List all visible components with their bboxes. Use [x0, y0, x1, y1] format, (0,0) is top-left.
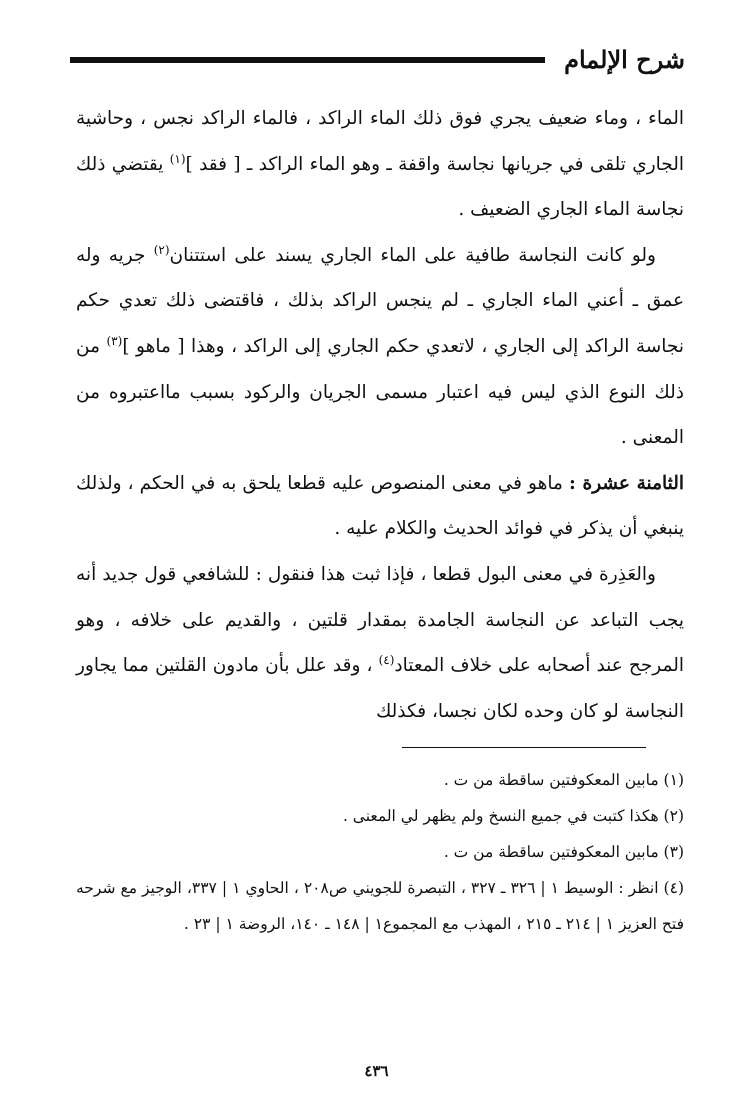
paragraph-4-part-a: والعَذِرة في معنى البول قطعا ، فإذا ثبت هذا فنقول : للشافعي قول جديد أنه يجب التباعد عن النجاسة الجامدة بمقدار قلتين ، والقديم على خلافه ، وهو المرجح عند أصحابه على خلاف المعتاد	[76, 563, 684, 677]
paragraph-3	[76, 461, 684, 552]
paragraph-1-part-a: الماء ، وماء ضعيف يجري فوق ذلك الماء الراكد ، فالماء الراكد نجس ، وحاشية الجاري تلقى في جريانها نجاسة واقفة ـ وهو الماء الراكد ـ [ فقد ]	[76, 108, 685, 175]
footnote-4: (٤) انظر : الوسيط ١ | ٣٢٦ ـ ٣٢٧ ، التبصرة للجويني ص٢٠٨ ، الحاوي ١ | ٣٣٧، الوجيز مع شرحه فتح العزيز ١ | ٢١٤ ـ ٢١٥ ، المهذب مع المجموع١ | ١٤٨ ـ ١٤٠، الروضة ١ | ٢٣ .	[76, 879, 684, 933]
footnote-ref-1: (١)	[169, 151, 186, 166]
paragraph-2-part-a: ولو كانت النجاسة طافية على الماء الجاري يسند على استتنان	[169, 244, 656, 266]
main-text	[76, 96, 684, 734]
header-rule	[70, 57, 545, 63]
page-number: ٤٣٦	[364, 1062, 389, 1080]
running-header	[70, 40, 685, 80]
paragraph-2-part-b: جريه وله عمق ـ أعني الماء الجاري ـ لم ينجس الراكد بذلك ، فاقتضى ذلك تعدي حكم نجاسة الراكد إلى الجاري ، لاتعدي حكم الجاري إلى الراكد ، وهذا [ ماهو ]	[76, 244, 685, 357]
paragraph-1	[76, 96, 684, 233]
footnote-ref-4: (٤)	[378, 652, 395, 667]
paragraph-1-part-b: يقتضي ذلك نجاسة الماء الجاري الضعيف .	[76, 153, 684, 221]
paragraph-4-part-b: ، وقد علل بأن مادون القلتين مما يجاور النجاسة لو كان وحده لكان نجسا، فكذلك	[76, 655, 684, 722]
paragraph-4	[76, 552, 684, 734]
paragraph-2	[76, 233, 684, 461]
running-header-title: شرح الإلمام	[564, 45, 685, 74]
footnotes	[76, 762, 684, 942]
footnote-ref-2: (٢)	[153, 242, 170, 257]
paragraph-3-text: ماهو في معنى المنصوص عليه قطعا يلحق به في الحكم ، ولذلك ينبغي أن يذكر في فوائد الحديث والكلام عليه .	[76, 472, 684, 540]
footnote-3: (٣) مابين المعكوفتين ساقطة من ت .	[443, 843, 684, 861]
paragraph-2-part-c: من ذلك النوع الذي ليس فيه اعتبار مسمى الجريان والركود بسبب مااعتبروه من المعنى .	[76, 335, 684, 449]
section-heading: الثامنة عشرة :	[569, 472, 684, 494]
footnote-separator	[402, 747, 646, 748]
footnote-2: (٢) هكذا كتبت في جميع النسخ ولم يظهر لي المعنى .	[342, 807, 684, 825]
footnote-1: (١) مابين المعكوفتين ساقطة من ت .	[443, 771, 684, 789]
footnote-ref-3: (٣)	[106, 333, 123, 348]
